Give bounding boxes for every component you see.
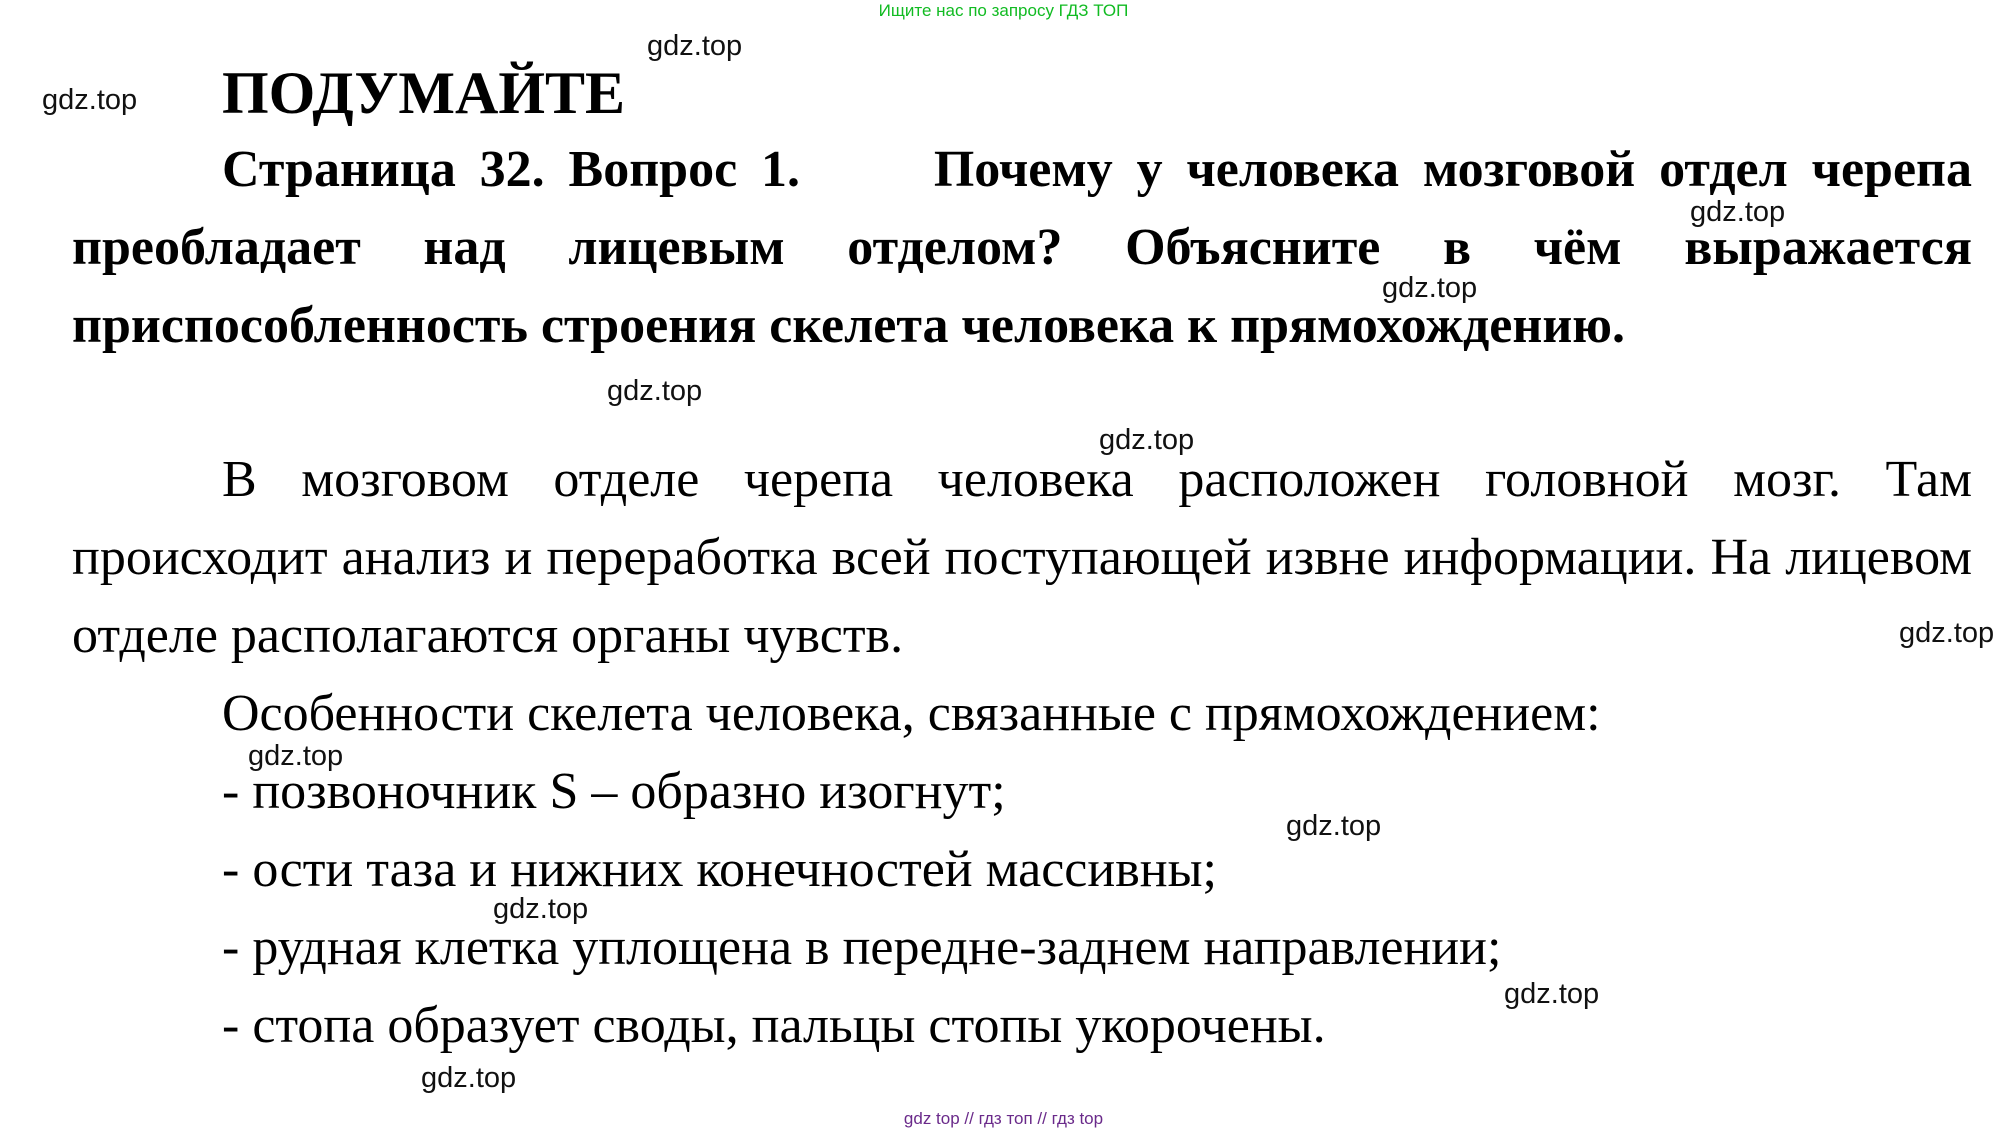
watermark: gdz.top bbox=[493, 893, 589, 925]
watermark: gdz.top bbox=[1382, 272, 1478, 304]
features-list-item: - рудная клетка уплощена в передне-заднем направлении; bbox=[222, 919, 1502, 976]
question-paragraph bbox=[72, 131, 1972, 365]
features-list bbox=[222, 753, 1501, 1065]
watermark: gdz.top bbox=[1690, 196, 1786, 228]
watermark: gdz.top bbox=[1099, 424, 1195, 456]
top-banner-link[interactable]: Ищите нас по запросу ГДЗ ТОП bbox=[878, 1, 1129, 20]
answer-paragraph: В мозговом отделе черепа человека расположен головной мозг. Там происходит анализ и переработка всей поступающей извне информации. На лицевом отделе располагаются органы чувств. bbox=[72, 451, 1972, 664]
watermark: gdz.top bbox=[421, 1062, 517, 1094]
features-list-item: - стопа образует своды, пальцы стопы укорочены. bbox=[222, 997, 1326, 1054]
question-text: Почему у человека мозговой отдел черепа преобладает над лицевым отделом? Объясните в чём выражается приспособленность строения скелета человека к прямохождению. bbox=[72, 141, 1972, 354]
watermark: gdz.top bbox=[248, 740, 344, 772]
watermark: gdz.top bbox=[42, 84, 138, 116]
watermark: gdz.top bbox=[647, 30, 743, 62]
question-number: Страница 32. Вопрос 1. bbox=[222, 141, 800, 198]
section-heading: ПОДУМАЙТЕ bbox=[222, 60, 626, 126]
watermark: gdz.top bbox=[1504, 978, 1600, 1010]
features-list-item: - ости таза и нижних конечностей массивны; bbox=[222, 841, 1217, 898]
watermark: gdz.top bbox=[1899, 617, 1995, 649]
watermark: gdz.top bbox=[1286, 810, 1382, 842]
footer-links[interactable]: gdz top // гдз топ // гдз top bbox=[903, 1109, 1104, 1128]
watermark: gdz.top bbox=[607, 375, 703, 407]
features-list-item: - позвоночник S – образно изогнут; bbox=[222, 763, 1006, 820]
features-title: Особенности скелета человека, связанные с прямохождением: bbox=[222, 685, 1601, 742]
